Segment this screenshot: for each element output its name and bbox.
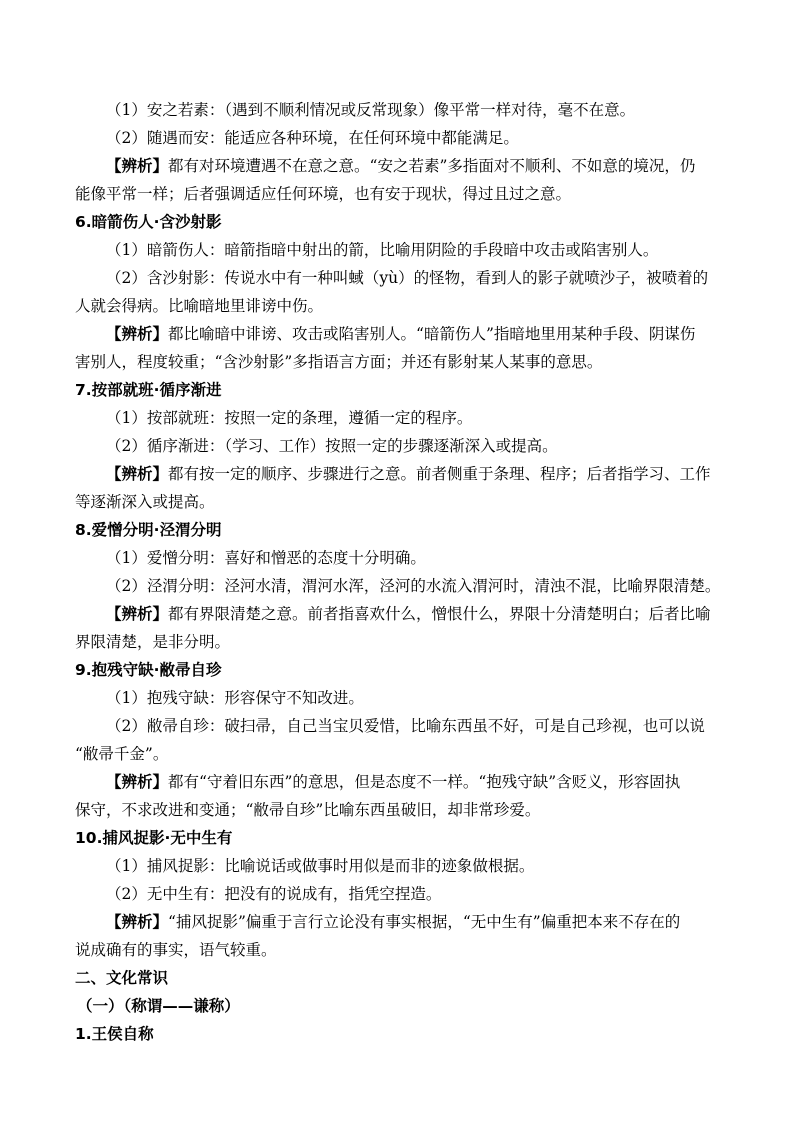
text-line — [75, 796, 725, 824]
section-heading — [75, 964, 725, 992]
text-line — [75, 852, 725, 880]
text-line — [75, 264, 725, 292]
analysis-label: 【辨析】 — [106, 157, 169, 175]
line-text: （2）随遇而安：能适应各种环境，在任何环境中都能满足。 — [106, 129, 519, 147]
line-text: （2）含沙射影：传说水中有一种叫蜮（yù）的怪物，看到人的影子就喷沙子，被喷着的 — [106, 269, 709, 287]
text-line — [75, 712, 725, 740]
analysis-paragraph — [75, 768, 725, 796]
section-heading — [75, 516, 725, 544]
line-text: 说成确有的事实，语气较重。 — [75, 941, 277, 959]
analysis-label: 【辨析】 — [106, 913, 169, 931]
line-text: （2）敝帚自珍：破扫帚，自己当宝贝爱惜，比喻东西虽不好，可是自己珍视，也可以说 — [106, 717, 705, 735]
line-text: 等逐渐深入或提高。 — [75, 493, 215, 511]
line-text: 9.抱残守缺·敝帚自珍 — [75, 661, 222, 679]
text-line — [75, 292, 725, 320]
text-line — [75, 544, 725, 572]
line-text: 7.按部就班·循序渐进 — [75, 381, 222, 399]
text-line — [75, 404, 725, 432]
line-text: 都比喻暗中诽谤、攻击或陷害别人。“暗箭伤人”指暗地里用某种手段、阴谋伤 — [168, 325, 696, 343]
line-text: 都有界限清楚之意。前者指喜欢什么，憎恨什么，界限十分清楚明白；后者比喻 — [168, 605, 711, 623]
text-line — [75, 572, 725, 600]
text-line — [75, 628, 725, 656]
text-line — [75, 880, 725, 908]
line-text: （2）泾渭分明：泾河水清，渭河水浑，泾河的水流入渭河时，清浊不混，比喻界限清楚。 — [106, 577, 721, 595]
text-line — [75, 488, 725, 516]
line-text: 界限清楚，是非分明。 — [75, 633, 231, 651]
text-line — [75, 236, 725, 264]
line-text: 10.捕风捉影·无中生有 — [75, 829, 233, 847]
line-text: （一）（称谓——谦称） — [77, 997, 240, 1015]
analysis-label: 【辨析】 — [106, 605, 169, 623]
text-line — [75, 432, 725, 460]
line-text: 都有“守着旧东西”的意思，但是态度不一样。“抱残守缺”含贬义，形容固执 — [168, 773, 681, 791]
line-text: 1.王侯自称 — [75, 1025, 154, 1043]
text-line — [75, 96, 725, 124]
text-line — [75, 684, 725, 712]
line-text: （2）无中生有：把没有的说成有，指凭空捏造。 — [106, 885, 442, 903]
line-text: 都有按一定的顺序、步骤进行之意。前者侧重于条理、程序；后者指学习、工作 — [168, 465, 711, 483]
analysis-paragraph — [75, 600, 725, 628]
line-text: 8.爱憎分明·泾渭分明 — [75, 521, 222, 539]
line-text: 都有对环境遭遇不在意之意。“安之若素”多指面对不顺利、不如意的境况，仍 — [168, 157, 696, 175]
text-line — [75, 180, 725, 208]
line-text: “捕风捉影”偏重于言行立论没有事实根据，“无中生有”偏重把本来不存在的 — [168, 913, 681, 931]
line-text: 二、文化常识 — [75, 969, 169, 987]
analysis-paragraph — [75, 320, 725, 348]
text-line — [75, 124, 725, 152]
line-text: （1）爱憎分明：喜好和憎恶的态度十分明确。 — [106, 549, 426, 567]
line-text: “敝帚千金”。 — [75, 745, 169, 763]
section-heading — [75, 208, 725, 236]
section-heading — [75, 824, 725, 852]
document-body — [75, 96, 725, 1048]
section-heading — [75, 1020, 725, 1048]
line-text: （1）安之若素：（遇到不顺利情况或反常现象）像平常一样对待，毫不在意。 — [106, 101, 636, 119]
line-text: （1）按部就班：按照一定的条理，遵循一定的程序。 — [106, 409, 473, 427]
analysis-paragraph — [75, 152, 725, 180]
analysis-label: 【辨析】 — [106, 325, 169, 343]
analysis-label: 【辨析】 — [106, 465, 169, 483]
section-heading — [75, 992, 725, 1020]
line-text: （1）抱残守缺：形容保守不知改进。 — [106, 689, 364, 707]
line-text: 6.暗箭伤人·含沙射影 — [75, 213, 222, 231]
text-line — [75, 740, 725, 768]
section-heading — [75, 376, 725, 404]
line-text: 能像平常一样；后者强调适应任何环境，也有安于现状，得过且过之意。 — [75, 185, 572, 203]
line-text: （2）循序渐进：（学习、工作）按照一定的步骤逐渐深入或提高。 — [106, 437, 558, 455]
analysis-paragraph — [75, 908, 725, 936]
text-line — [75, 936, 725, 964]
analysis-paragraph — [75, 460, 725, 488]
line-text: 人就会得病。比喻暗地里诽谤中伤。 — [75, 297, 324, 315]
section-heading — [75, 656, 725, 684]
text-line — [75, 348, 725, 376]
line-text: （1）暗箭伤人：暗箭指暗中射出的箭，比喻用阴险的手段暗中攻击或陷害别人。 — [106, 241, 659, 259]
line-text: 保守，不求改进和变通；“敝帚自珍”比喻东西虽破旧，却非常珍爱。 — [75, 801, 541, 819]
analysis-label: 【辨析】 — [106, 773, 169, 791]
line-text: （1）捕风捉影：比喻说话或做事时用似是而非的迹象做根据。 — [106, 857, 535, 875]
line-text: 害别人，程度较重；“含沙射影”多指语言方面；并还有影射某人某事的意思。 — [75, 353, 603, 371]
